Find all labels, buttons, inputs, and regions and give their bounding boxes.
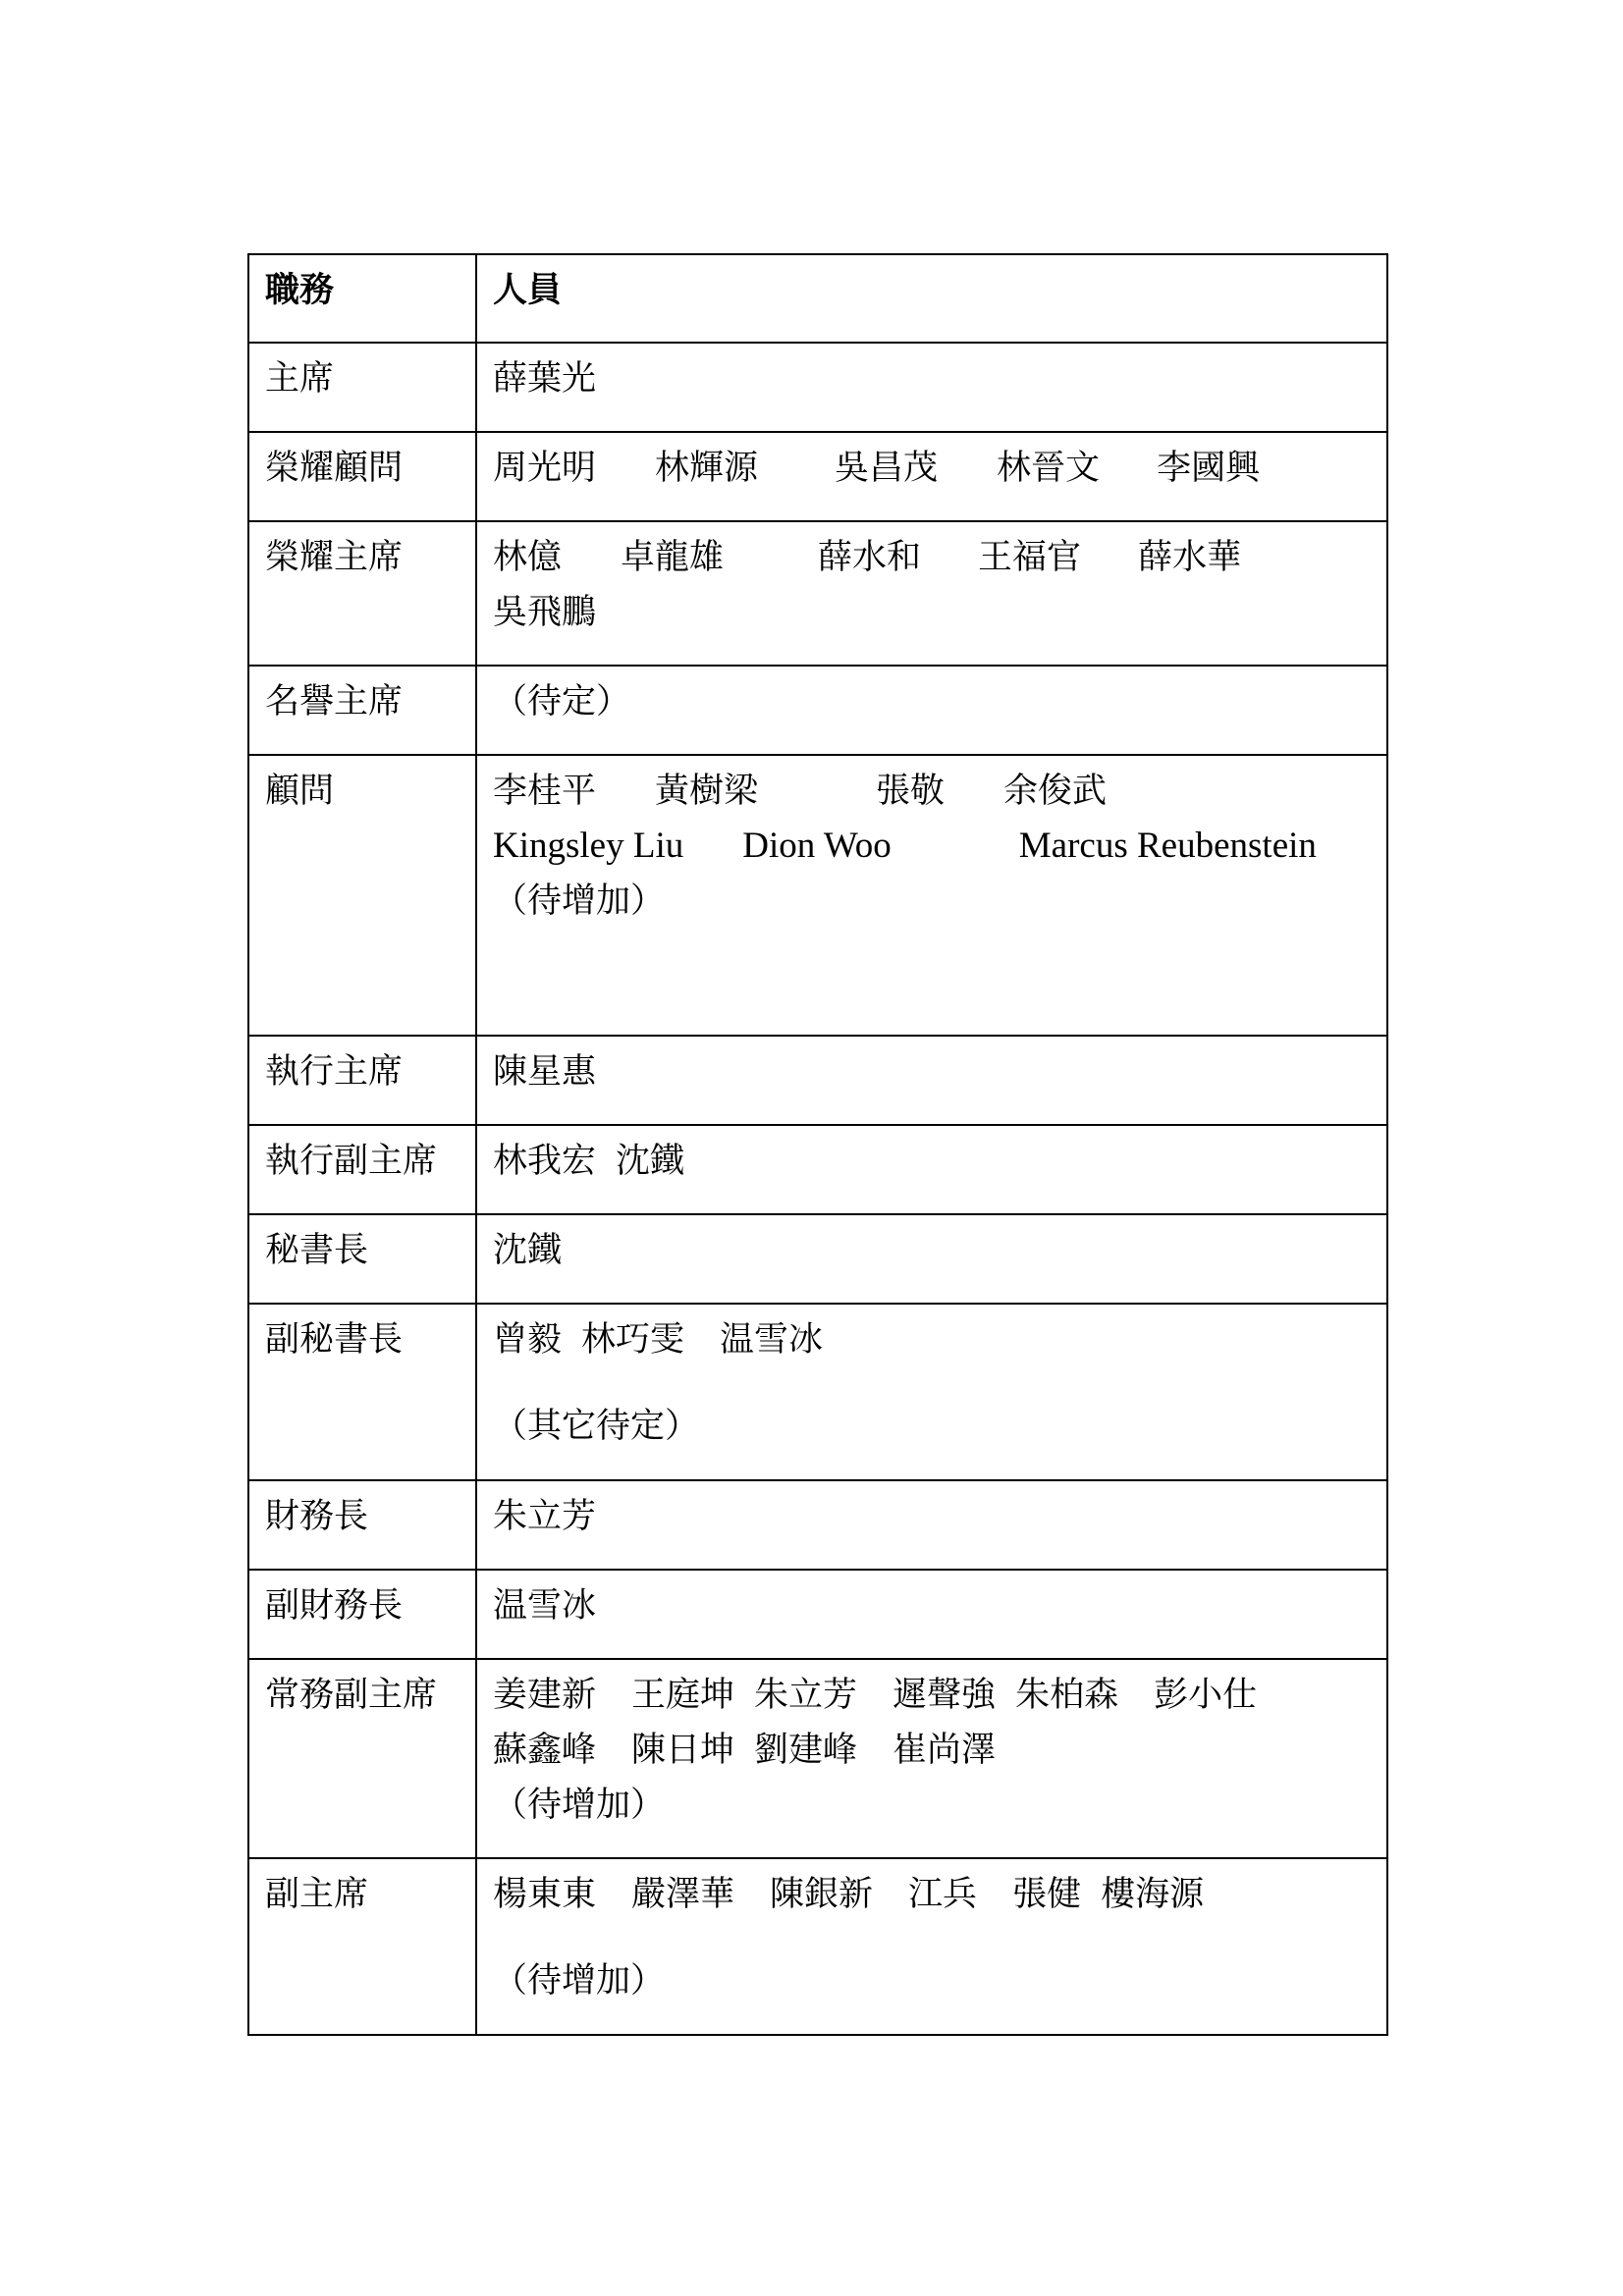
member-name: 彭小仕: [1154, 1676, 1258, 1715]
member-name: Marcus Reubenstein: [1018, 826, 1317, 866]
roster-sheet: [247, 253, 1386, 2036]
role-column-header: 職務: [248, 254, 476, 343]
member-line: [493, 874, 1373, 929]
member-name: Dion Woo: [742, 826, 892, 866]
table-row: [248, 432, 1387, 521]
member-name: 朱立芳: [754, 1676, 858, 1715]
member-line: [493, 1723, 1373, 1778]
member-name: 薛葉光: [493, 359, 597, 399]
member-line: [493, 1399, 1373, 1454]
member-name: 温雪冰: [720, 1320, 824, 1360]
role-cell: 執行副主席: [248, 1125, 476, 1214]
members-cell: [476, 1480, 1387, 1570]
table-row: [248, 1659, 1387, 1858]
member-name: 樓海源: [1101, 1875, 1205, 1914]
table-row: [248, 666, 1387, 755]
member-name: 陳日坤: [631, 1731, 735, 1770]
member-line: [493, 764, 1373, 819]
member-name: 周光明: [493, 449, 597, 488]
member-name: 林我宏: [493, 1142, 597, 1181]
role-cell: 名譽主席: [248, 666, 476, 755]
members-cell: [476, 1214, 1387, 1304]
table-row: [248, 1214, 1387, 1304]
member-line: [493, 351, 1373, 406]
member-name: Kingsley Liu: [493, 826, 684, 866]
member-name: 朱柏森: [1015, 1676, 1119, 1715]
member-name: 李國興: [1157, 449, 1261, 488]
members-cell: [476, 755, 1387, 1036]
member-name: 沈鐵: [493, 1231, 563, 1270]
member-name: 蘇鑫峰: [493, 1731, 597, 1770]
table-row: [248, 1480, 1387, 1570]
members-cell: [476, 1036, 1387, 1125]
member-name: 林巧雯: [581, 1320, 685, 1360]
member-line: [493, 1867, 1373, 1922]
role-cell: 財務長: [248, 1480, 476, 1570]
member-line: [493, 585, 1373, 640]
member-name: （待增加）: [493, 881, 666, 921]
member-name: （待增加）: [493, 1786, 666, 1825]
table-row: [248, 1858, 1387, 2035]
member-name: 遲聲強: [893, 1676, 997, 1715]
table-row: [248, 1036, 1387, 1125]
member-name: 薛水華: [1138, 538, 1242, 577]
member-name: （其它待定）: [493, 1407, 700, 1446]
member-line: [493, 1044, 1373, 1099]
member-line: [493, 1489, 1373, 1544]
member-name: （待增加）: [493, 1961, 666, 2001]
table-row: [248, 1125, 1387, 1214]
member-name: 陳銀新: [770, 1875, 874, 1914]
member-name: 崔尚澤: [893, 1731, 997, 1770]
members-cell: [476, 1858, 1387, 2035]
members-cell: [476, 1304, 1387, 1480]
member-line: [493, 1578, 1373, 1633]
member-line: [493, 1312, 1373, 1367]
table-row: [248, 1570, 1387, 1659]
member-name: 卓龍雄: [621, 538, 725, 577]
member-line: [493, 819, 1373, 874]
member-name: 林輝源: [655, 449, 759, 488]
members-cell: [476, 343, 1387, 432]
role-cell: 主席: [248, 343, 476, 432]
member-name: 嚴澤華: [631, 1875, 735, 1914]
member-name: 吳飛鵬: [493, 593, 597, 632]
member-line: [493, 1668, 1373, 1723]
member-name: 張敬: [876, 772, 946, 811]
member-line: [493, 441, 1373, 496]
member-name: 黃樹梁: [655, 772, 759, 811]
member-line: [493, 1134, 1373, 1189]
roster-table: [247, 253, 1388, 2036]
role-cell: 副主席: [248, 1858, 476, 2035]
member-name: 張健: [1012, 1875, 1082, 1914]
member-line: [493, 1778, 1373, 1833]
member-name: 沈鐵: [616, 1142, 685, 1181]
member-name: （待定）: [493, 682, 631, 721]
member-name: 余俊武: [1003, 772, 1108, 811]
role-cell: 顧問: [248, 755, 476, 1036]
member-name: 林億: [493, 538, 563, 577]
members-column-header: 人員: [476, 254, 1387, 343]
member-name: 薛水和: [818, 538, 922, 577]
members-cell: [476, 521, 1387, 666]
member-line: [493, 530, 1373, 585]
members-cell: [476, 1125, 1387, 1214]
member-name: 江兵: [908, 1875, 978, 1914]
role-cell: 執行主席: [248, 1036, 476, 1125]
member-name: 李桂平: [493, 772, 597, 811]
member-line: [493, 674, 1373, 729]
member-name: 姜建新: [493, 1676, 597, 1715]
member-name: 林晉文: [997, 449, 1101, 488]
member-line: [493, 1953, 1373, 2008]
role-cell: 榮耀顧問: [248, 432, 476, 521]
role-cell: 副秘書長: [248, 1304, 476, 1480]
table-row: [248, 521, 1387, 666]
member-name: 曾毅: [493, 1320, 563, 1360]
member-line: [493, 1223, 1373, 1278]
members-cell: [476, 1570, 1387, 1659]
member-name: 吳昌茂: [835, 449, 939, 488]
table-row: [248, 343, 1387, 432]
role-cell: 常務副主席: [248, 1659, 476, 1858]
members-cell: [476, 432, 1387, 521]
header-row: [248, 254, 1387, 343]
members-cell: [476, 666, 1387, 755]
table-row: [248, 1304, 1387, 1480]
table-row: [248, 755, 1387, 1036]
member-name: 王福官: [978, 538, 1082, 577]
member-name: 朱立芳: [493, 1497, 597, 1536]
role-cell: 秘書長: [248, 1214, 476, 1304]
role-cell: 榮耀主席: [248, 521, 476, 666]
member-name: 劉建峰: [754, 1731, 858, 1770]
members-cell: [476, 1659, 1387, 1858]
member-name: 楊東東: [493, 1875, 597, 1914]
member-name: 王庭坤: [631, 1676, 735, 1715]
member-name: 温雪冰: [493, 1586, 597, 1626]
role-cell: 副財務長: [248, 1570, 476, 1659]
member-name: 陳星惠: [493, 1052, 597, 1092]
